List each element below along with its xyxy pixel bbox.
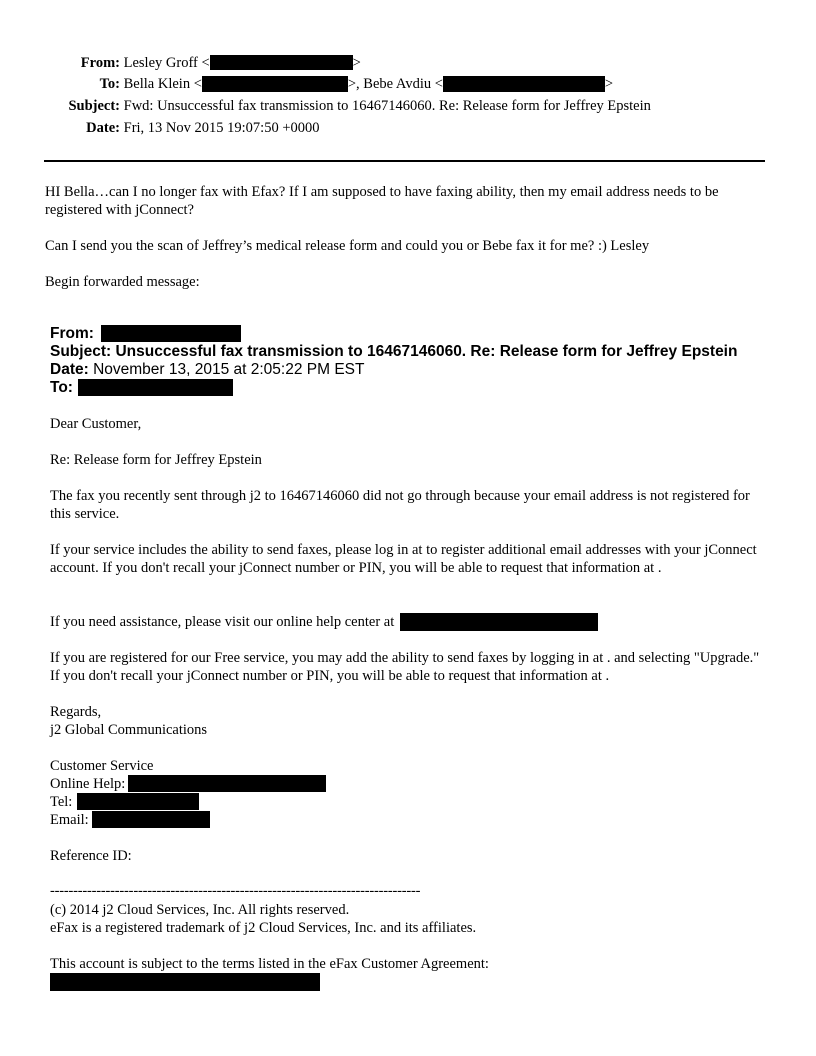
subject-text: Fwd: Unsuccessful fax transmission to 16467146060. Re: Release form for Jeffrey Epstein: [123, 98, 651, 114]
online-help-label: Online Help:: [50, 776, 126, 792]
redaction-box: [210, 55, 353, 70]
to-name-1: Bella Klein <: [123, 76, 202, 92]
fwd-paragraph-2: If your service includes the ability to send faxes, please log in at to register additional email addresses with your jConnect account. If you don't recall your jConnect number or PIN, you will be able to request that information at .: [50, 542, 757, 576]
fwd-greeting: Dear Customer,: [50, 416, 142, 432]
tel-label: Tel:: [50, 794, 73, 810]
fwd-paragraph-1: The fax you recently sent through j2 to 16467146060 did not go through because your email address is not registered for this service.: [50, 488, 750, 522]
tel-row: [50, 793, 199, 811]
date-text: Fri, 13 Nov 2015 19:07:50 +0000: [123, 120, 320, 136]
customer-service: Customer Service: [50, 758, 154, 774]
fwd-date-label: Date:: [50, 361, 89, 378]
outer-subject-row: [60, 97, 651, 115]
fwd-paragraph-3: If you need assistance, please visit our online help center at: [50, 614, 395, 630]
email-label: Email:: [50, 812, 89, 828]
from-label: From:: [80, 55, 120, 71]
fwd-date-row: [50, 361, 364, 379]
terms: This account is subject to the terms listed in the eFax Customer Agreement:: [50, 956, 489, 972]
copyright: (c) 2014 j2 Cloud Services, Inc. All rights reserved.: [50, 902, 350, 918]
redaction-box: [50, 973, 320, 991]
redaction-box: [443, 76, 605, 92]
fwd-date-text: November 13, 2015 at 2:05:22 PM EST: [93, 361, 365, 378]
redaction-box: [101, 325, 241, 342]
regards: Regards,: [50, 704, 102, 720]
body-paragraph-1: HI Bella…can I no longer fax with Efax? If I am supposed to have faxing ability, then my email address needs to be registered with jConnect?: [45, 184, 719, 218]
header-divider: [44, 160, 765, 162]
fwd-subject-label: Subject:: [50, 343, 112, 360]
to-label: To:: [99, 76, 120, 92]
terms-link-row: [50, 973, 320, 991]
dashed-separator: --------------------------------------------------------------------------------: [50, 883, 421, 899]
outer-date-row: [60, 119, 320, 137]
reference-id: Reference ID:: [50, 848, 132, 864]
fwd-to-row: [50, 379, 233, 397]
fwd-from-label: From:: [50, 325, 94, 342]
online-help-row: [50, 775, 326, 793]
fwd-to-label: To:: [50, 379, 73, 396]
outer-to-row: [60, 75, 613, 93]
fwd-subject-row: [50, 343, 737, 361]
fwd-paragraph-4: If you are registered for our Free service, you may add the ability to send faxes by logging in at . and selecting "Upgrade." If you don't recall your jConnect number or PIN, you will be able to request that information at .: [50, 650, 760, 684]
company-name: j2 Global Communications: [50, 722, 208, 738]
email-row: [50, 811, 210, 829]
trademark: eFax is a registered trademark of j2 Cloud Services, Inc. and its affiliates.: [50, 920, 477, 936]
fwd-re-line: Re: Release form for Jeffrey Epstein: [50, 452, 262, 468]
subject-label: Subject:: [68, 98, 120, 114]
fwd-paragraph-3-row: [50, 613, 598, 631]
outer-from-row: [60, 54, 361, 72]
date-label: Date:: [86, 120, 120, 136]
redaction-box: [128, 775, 326, 792]
redaction-box: [77, 793, 199, 810]
redaction-box: [92, 811, 210, 828]
redaction-box: [400, 613, 598, 631]
forward-intro: Begin forwarded message:: [45, 274, 200, 290]
fwd-subject-text: Unsuccessful fax transmission to 16467146060. Re: Release form for Jeffrey Epstein: [115, 343, 738, 360]
from-close: >: [352, 55, 361, 71]
fwd-from-row: [50, 325, 241, 343]
redaction-box: [202, 76, 348, 92]
redaction-box: [78, 379, 233, 396]
body-paragraph-2: Can I send you the scan of Jeffrey’s medical release form and could you or Bebe fax it for me? :) Lesley: [45, 238, 650, 254]
to-close: >: [604, 76, 614, 92]
from-name: Lesley Groff <: [123, 55, 210, 71]
to-separator: >, Bebe Avdiu <: [347, 76, 443, 92]
